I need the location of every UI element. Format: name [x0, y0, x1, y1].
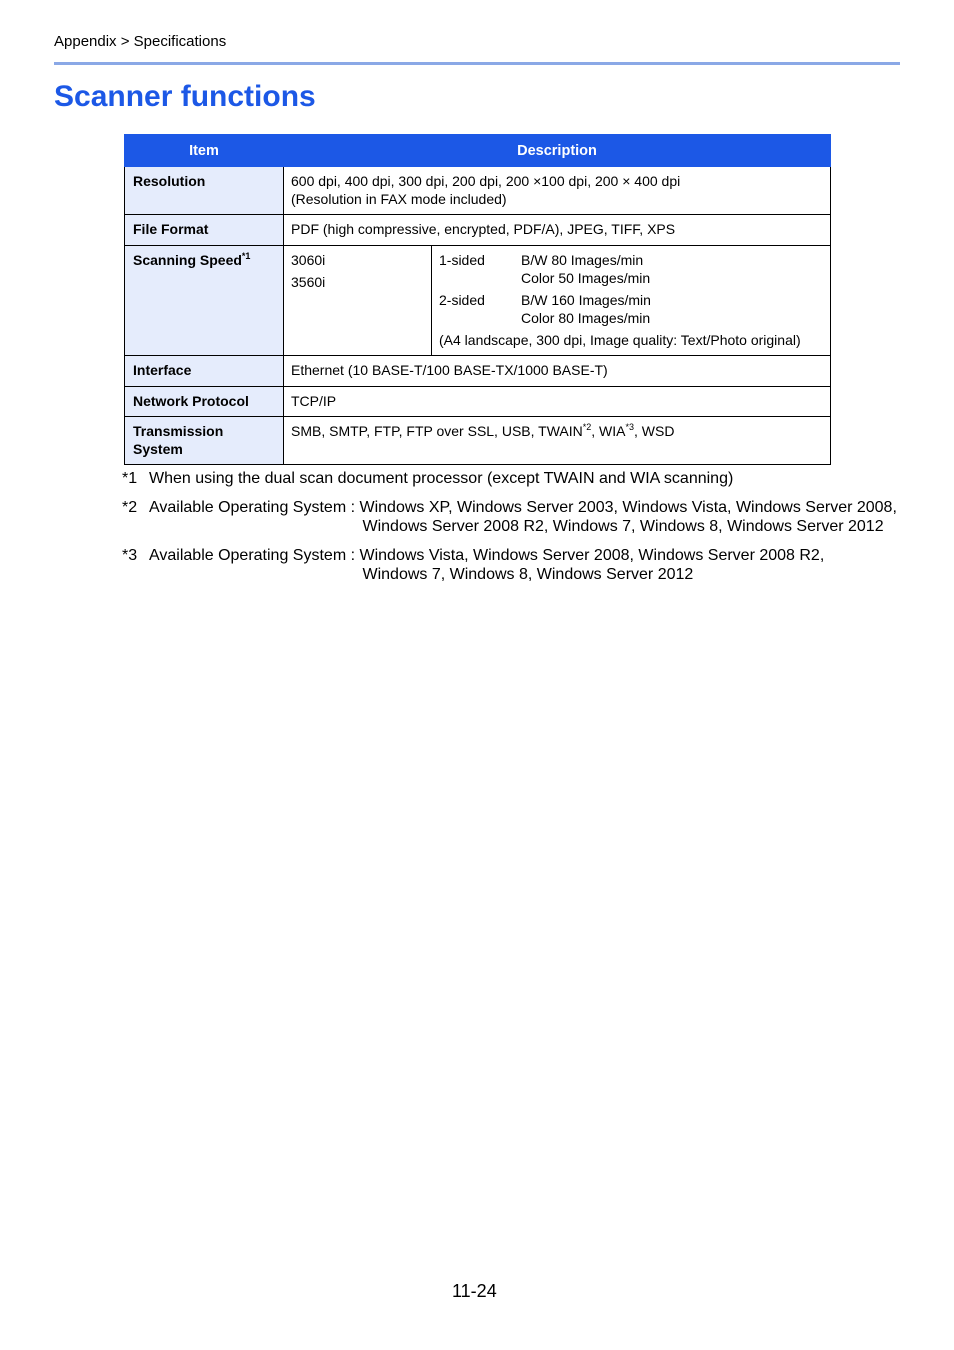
two-sided-bw: B/W 160 Images/min — [521, 292, 651, 308]
footnote-ref-2: *2 — [582, 422, 592, 432]
row-label-interface: Interface — [125, 356, 284, 387]
model-3060i: 3060i — [291, 252, 326, 268]
row-label-scanning-speed — [125, 246, 284, 356]
table-header-row — [125, 135, 831, 167]
transmission-part2: , WIA — [591, 423, 626, 439]
row-label-file-format: File Format — [125, 215, 284, 246]
table-row-resolution — [125, 167, 831, 215]
column-header-description: Description — [284, 135, 831, 167]
row-label-resolution: Resolution — [125, 167, 284, 215]
resolution-line2: (Resolution in FAX mode included) — [291, 191, 507, 207]
footnote-prefix: Available Operating System : — [149, 547, 360, 564]
interface-value: Ethernet (10 BASE-T/100 BASE-TX/1000 BASE-T) — [284, 356, 831, 387]
table-row-interface — [125, 356, 831, 387]
scanning-speed-models — [284, 246, 432, 356]
footnote-1 — [122, 469, 897, 488]
table-row-scanning-speed — [125, 246, 831, 356]
transmission-label-line2: System — [133, 441, 183, 457]
row-label-transmission-system — [125, 417, 284, 465]
transmission-label-line1: Transmission — [133, 423, 224, 439]
model-3560i: 3560i — [291, 274, 326, 290]
footnotes — [122, 469, 897, 594]
one-sided-label: 1-sided — [439, 252, 485, 268]
footnote-line2: Windows 7, Windows 8, Windows Server 2012 — [362, 566, 694, 583]
scanning-speed-label: Scanning Speed — [133, 252, 242, 268]
file-format-value: PDF (high compressive, encrypted, PDF/A), JPEG, TIFF, XPS — [284, 215, 831, 246]
footnote-line1: Windows Vista, Windows Server 2008, Windows Server 2008 R2, — [359, 547, 825, 564]
row-label-network-protocol: Network Protocol — [125, 387, 284, 417]
network-protocol-value: TCP/IP — [284, 387, 831, 417]
footnote-line2: Windows Server 2008 R2, Windows 7, Windows 8, Windows Server 2012 — [362, 518, 884, 535]
transmission-part1: SMB, SMTP, FTP, FTP over SSL, USB, TWAIN — [291, 423, 583, 439]
one-sided-bw: B/W 80 Images/min — [521, 252, 644, 268]
scanning-condition: (A4 landscape, 300 dpi, Image quality: Text/Photo original) — [439, 332, 801, 348]
one-sided-color: Color 50 Images/min — [521, 270, 651, 286]
table-row-file-format — [125, 215, 831, 246]
footnote-mark: *1 — [122, 470, 138, 487]
table-row-transmission-system — [125, 417, 831, 465]
page-number: 11-24 — [452, 1281, 497, 1301]
breadcrumb: Appendix > Specifications — [54, 33, 227, 50]
resolution-value — [284, 167, 831, 215]
transmission-system-value — [284, 417, 831, 465]
footnote-mark: *2 — [122, 499, 138, 516]
spec-table — [124, 134, 831, 465]
footnote-ref-3: *3 — [625, 422, 635, 432]
footnote-mark: *3 — [122, 547, 138, 564]
footnote-2 — [122, 498, 897, 536]
footnote-3 — [122, 546, 897, 584]
header-rule — [54, 62, 900, 65]
footnote-text: When using the dual scan document processor (except TWAIN and WIA scanning) — [149, 470, 734, 487]
two-sided-color: Color 80 Images/min — [521, 310, 651, 326]
resolution-line1: 600 dpi, 400 dpi, 300 dpi, 200 dpi, 200 ×100 dpi, 200 × 400 dpi — [291, 173, 681, 189]
footnote-prefix: Available Operating System : — [149, 499, 360, 516]
scanning-speed-values — [432, 246, 831, 356]
column-header-item: Item — [125, 135, 284, 167]
footnote-ref-1: *1 — [241, 251, 251, 261]
footnote-line1: Windows XP, Windows Server 2003, Windows Vista, Windows Server 2008, — [359, 499, 897, 516]
page-title: Scanner functions — [54, 80, 316, 113]
two-sided-label: 2-sided — [439, 292, 485, 308]
table-row-network-protocol — [125, 387, 831, 417]
transmission-part3: , WSD — [634, 423, 675, 439]
